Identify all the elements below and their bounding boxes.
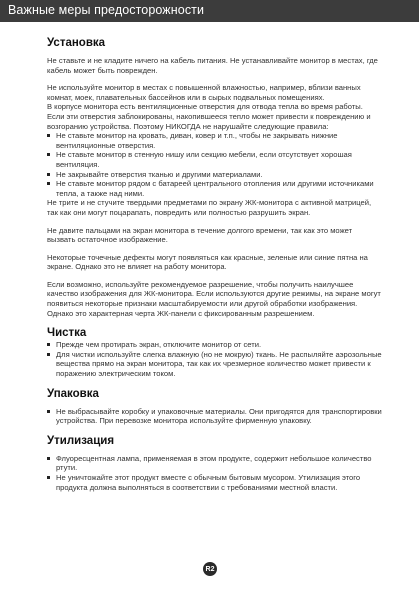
install-bullet-list xyxy=(47,131,382,198)
bullet-icon xyxy=(47,476,50,479)
list-item: Прежде чем протирать экран, отключите монитор от сети. xyxy=(47,340,382,350)
bullet-icon xyxy=(47,173,50,176)
page-number-badge: R2 xyxy=(203,562,217,576)
page-title: Важные меры предосторожности xyxy=(8,3,205,17)
disposal-bullet-list xyxy=(47,454,382,492)
packing-bullet-list xyxy=(47,407,382,426)
section-title-packing: Упаковка xyxy=(47,387,99,400)
install-paragraph: В корпусе монитора есть вентиляционные отверстия для отвода тепла во время работы. Если эти отверстия заблокированы, накопившееся тепло может привести к повреждению и возгоранию устройства. Поэтому НИКОГДА не нарушайте следующие правила: xyxy=(47,102,371,131)
install-paragraph: Не давите пальцами на экран монитора в течение долгого времени, так как это может вызвать остаточное изображение. xyxy=(47,225,353,245)
cleaning-bullet-list xyxy=(47,340,382,378)
header-bar xyxy=(0,0,419,22)
list-item: Не закрывайте отверстия тканью и другими материалами. xyxy=(47,170,382,180)
content-body xyxy=(47,36,382,492)
bullet-icon xyxy=(47,343,50,346)
section-title-install: Установка xyxy=(47,37,106,49)
install-paragraph: Не ставьте и не кладите ничего на кабель питания. Не устанавливайте монитор в местах, где кабель может быть поврежден. xyxy=(47,56,378,75)
install-paragraph: Если возможно, используйте рекомендуемое разрешение, чтобы получить наилучшее качество изображения для ЖК-монитора. Если используются другие режимы, на экране могут появиться некоторые признаки масштабируемости или другой обработки изображения. Однако это характерная черта ЖК-панели с фиксированным разрешением. xyxy=(47,279,381,318)
install-paragraph: Не используйте монитор в местах с повышенной влажностью, например, вблизи ванных комнат, моек, плавательных бассейнов или в сырых подвальных помещениях. xyxy=(47,83,361,102)
list-item: Не ставьте монитор рядом с батареей центрального отопления или другими источниками тепла, а также над ними. xyxy=(47,179,382,198)
bullet-icon xyxy=(47,153,50,156)
bullet-icon xyxy=(47,457,50,460)
bullet-icon xyxy=(47,182,50,185)
bullet-icon xyxy=(47,410,50,413)
list-item: Не ставьте монитор в стенную нишу или секцию мебели, если отсутствует хорошая вентиляция. xyxy=(47,150,382,169)
bullet-icon xyxy=(47,134,50,137)
list-item: Не выбрасывайте коробку и упаковочные материалы. Они пригодятся для транспортировки устройства. При перевозке монитора используйте фирменную упаковку. xyxy=(47,407,382,426)
section-title-cleaning: Чистка xyxy=(47,327,87,340)
install-paragraph: Не трите и не стучите твердыми предметами по экрану ЖК-монитора с активной матрицей, так как они могут поцарапать, повредить или полностью разрушить экран. xyxy=(47,198,372,217)
install-paragraph: Некоторые точечные дефекты могут появляться как красные, зеленые или синие пятна на экране. Однако это не влияет на работу монитора. xyxy=(47,252,368,272)
list-item: Не ставьте монитор на кровать, диван, ковер и т.п., чтобы не закрывать нижние вентиляционные отверстия. xyxy=(47,131,382,150)
list-item: Флуоресцентная лампа, применяемая в этом продукте, содержит небольшое количество ртути. xyxy=(47,454,382,473)
list-item: Не уничтожайте этот продукт вместе с обычным бытовым мусором. Утилизация этого продукта должна выполняться в соответствии с требованиями местной власти. xyxy=(47,473,382,492)
bullet-icon xyxy=(47,353,50,356)
section-title-disposal: Утилизация xyxy=(47,434,115,447)
list-item: Для чистки используйте слегка влажную (но не мокрую) ткань. Не распыляйте аэрозольные вещества прямо на экран монитора, так как их чрезмерное количество может привести к поражению электрическим током. xyxy=(47,350,382,379)
